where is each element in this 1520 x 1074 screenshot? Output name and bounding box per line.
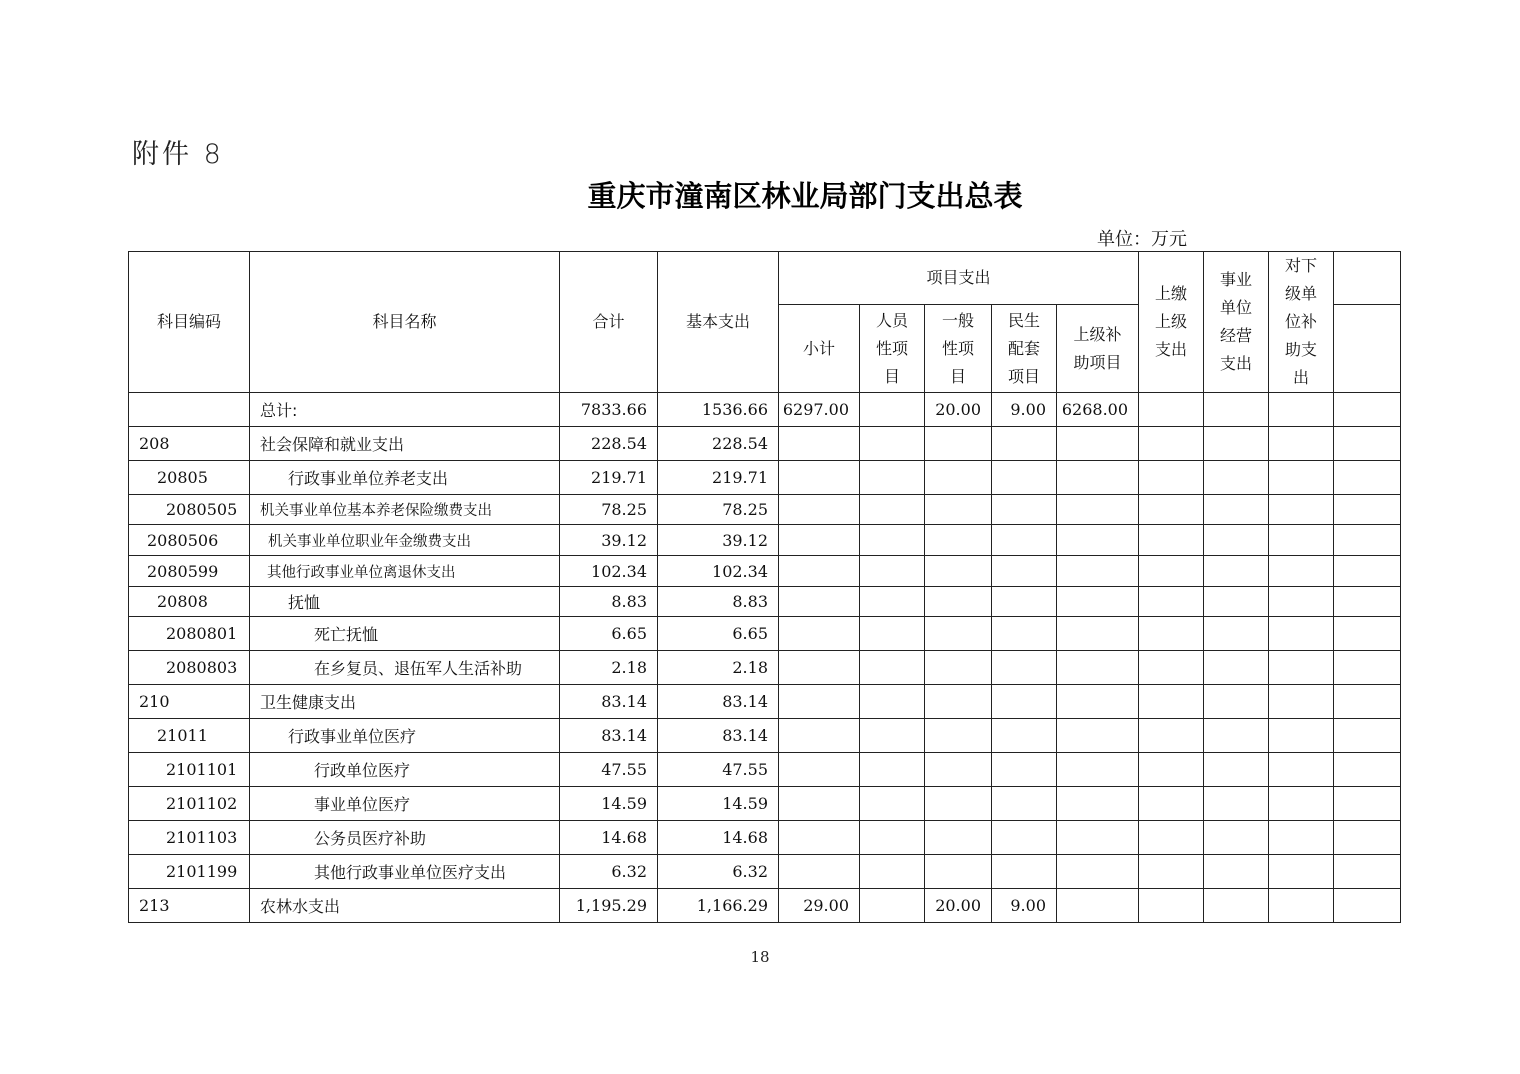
cell-business <box>1204 495 1269 525</box>
cell-total: 102.34 <box>560 556 658 587</box>
cell-personnel <box>860 821 925 855</box>
cell-name: 抚恤 <box>250 587 560 617</box>
cell-total: 2.18 <box>560 651 658 685</box>
header-general: 一般性项目 <box>925 305 992 393</box>
cell-code: 208 <box>129 427 250 461</box>
cell-blank <box>1334 617 1401 651</box>
cell-general <box>925 495 992 525</box>
cell-lower <box>1269 719 1334 753</box>
cell-general <box>925 461 992 495</box>
cell-personnel <box>860 753 925 787</box>
cell-lower <box>1269 587 1334 617</box>
cell-basic: 102.34 <box>658 556 779 587</box>
cell-superior <box>1057 719 1139 753</box>
cell-name: 其他行政事业单位离退休支出 <box>250 556 560 587</box>
cell-code: 2101101 <box>129 753 250 787</box>
cell-total: 6.32 <box>560 855 658 889</box>
cell-code: 2080599 <box>129 556 250 587</box>
cell-lower <box>1269 461 1334 495</box>
cell-blank <box>1334 393 1401 427</box>
cell-total: 14.68 <box>560 821 658 855</box>
cell-general <box>925 753 992 787</box>
cell-remit <box>1139 821 1204 855</box>
cell-basic: 1536.66 <box>658 393 779 427</box>
cell-remit <box>1139 855 1204 889</box>
cell-subtotal: 29.00 <box>779 889 860 923</box>
cell-basic: 8.83 <box>658 587 779 617</box>
cell-business <box>1204 889 1269 923</box>
cell-personnel <box>860 651 925 685</box>
table-row <box>129 525 1401 556</box>
table-row <box>129 889 1401 923</box>
cell-general <box>925 821 992 855</box>
cell-lower <box>1269 685 1334 719</box>
cell-basic: 39.12 <box>658 525 779 556</box>
cell-subtotal <box>779 651 860 685</box>
cell-name: 死亡抚恤 <box>250 617 560 651</box>
cell-livelihood <box>992 651 1057 685</box>
header-name: 科目名称 <box>250 252 560 393</box>
cell-personnel <box>860 587 925 617</box>
cell-basic: 1,166.29 <box>658 889 779 923</box>
cell-name: 机关事业单位职业年金缴费支出 <box>250 525 560 556</box>
table-row <box>129 685 1401 719</box>
cell-superior <box>1057 617 1139 651</box>
cell-personnel <box>860 461 925 495</box>
cell-basic: 83.14 <box>658 719 779 753</box>
cell-personnel <box>860 427 925 461</box>
cell-blank <box>1334 821 1401 855</box>
cell-personnel <box>860 787 925 821</box>
cell-remit <box>1139 685 1204 719</box>
cell-basic: 6.32 <box>658 855 779 889</box>
cell-general <box>925 787 992 821</box>
cell-general <box>925 651 992 685</box>
header-livelihood: 民生配套项目 <box>992 305 1057 393</box>
cell-blank <box>1334 495 1401 525</box>
cell-remit <box>1139 393 1204 427</box>
cell-general <box>925 427 992 461</box>
cell-livelihood <box>992 617 1057 651</box>
table-row <box>129 427 1401 461</box>
cell-general <box>925 685 992 719</box>
cell-total: 83.14 <box>560 685 658 719</box>
cell-lower <box>1269 787 1334 821</box>
cell-general <box>925 617 992 651</box>
cell-business <box>1204 393 1269 427</box>
cell-business <box>1204 651 1269 685</box>
cell-remit <box>1139 556 1204 587</box>
cell-livelihood <box>992 685 1057 719</box>
cell-code: 2080505 <box>129 495 250 525</box>
page-number: 18 <box>750 948 770 966</box>
cell-total: 83.14 <box>560 719 658 753</box>
cell-name: 行政事业单位养老支出 <box>250 461 560 495</box>
cell-general <box>925 556 992 587</box>
header-superior: 上级补助项目 <box>1057 305 1139 393</box>
cell-name: 社会保障和就业支出 <box>250 427 560 461</box>
cell-subtotal <box>779 461 860 495</box>
cell-personnel <box>860 617 925 651</box>
cell-basic: 78.25 <box>658 495 779 525</box>
cell-blank <box>1334 685 1401 719</box>
cell-personnel <box>860 719 925 753</box>
cell-livelihood <box>992 753 1057 787</box>
cell-remit <box>1139 889 1204 923</box>
cell-remit <box>1139 525 1204 556</box>
table-row <box>129 719 1401 753</box>
cell-business <box>1204 525 1269 556</box>
cell-basic: 14.59 <box>658 787 779 821</box>
cell-basic: 47.55 <box>658 753 779 787</box>
cell-lower <box>1269 427 1334 461</box>
cell-remit <box>1139 787 1204 821</box>
cell-subtotal <box>779 821 860 855</box>
cell-blank <box>1334 787 1401 821</box>
cell-subtotal <box>779 587 860 617</box>
cell-code <box>129 393 250 427</box>
cell-lower <box>1269 556 1334 587</box>
cell-superior <box>1057 889 1139 923</box>
cell-lower <box>1269 855 1334 889</box>
header-total: 合计 <box>560 252 658 393</box>
cell-livelihood: 9.00 <box>992 889 1057 923</box>
cell-livelihood <box>992 587 1057 617</box>
header-personnel: 人员性项目 <box>860 305 925 393</box>
cell-lower <box>1269 495 1334 525</box>
cell-blank <box>1334 753 1401 787</box>
table-row <box>129 753 1401 787</box>
cell-business <box>1204 427 1269 461</box>
cell-total: 47.55 <box>560 753 658 787</box>
cell-code: 21011 <box>129 719 250 753</box>
cell-basic: 6.65 <box>658 617 779 651</box>
cell-business <box>1204 719 1269 753</box>
table-row <box>129 821 1401 855</box>
cell-personnel <box>860 556 925 587</box>
cell-superior <box>1057 685 1139 719</box>
cell-superior <box>1057 556 1139 587</box>
header-blank <box>1334 252 1401 305</box>
cell-superior <box>1057 525 1139 556</box>
cell-name: 行政单位医疗 <box>250 753 560 787</box>
cell-lower <box>1269 525 1334 556</box>
expenditure-table <box>128 251 1401 923</box>
cell-code: 2080803 <box>129 651 250 685</box>
cell-name: 总计: <box>250 393 560 427</box>
cell-basic: 14.68 <box>658 821 779 855</box>
cell-blank <box>1334 651 1401 685</box>
cell-code: 2080506 <box>129 525 250 556</box>
unit-label: 单位：万元 <box>1097 229 1187 250</box>
cell-code: 2101103 <box>129 821 250 855</box>
cell-code: 210 <box>129 685 250 719</box>
cell-lower <box>1269 753 1334 787</box>
table-row <box>129 651 1401 685</box>
cell-business <box>1204 685 1269 719</box>
cell-name: 公务员医疗补助 <box>250 821 560 855</box>
cell-total: 6.65 <box>560 617 658 651</box>
cell-total: 228.54 <box>560 427 658 461</box>
cell-total: 78.25 <box>560 495 658 525</box>
cell-code: 2101199 <box>129 855 250 889</box>
cell-business <box>1204 587 1269 617</box>
table-row <box>129 393 1401 427</box>
cell-subtotal <box>779 685 860 719</box>
cell-remit <box>1139 617 1204 651</box>
cell-superior <box>1057 495 1139 525</box>
cell-subtotal <box>779 556 860 587</box>
cell-general <box>925 587 992 617</box>
cell-livelihood <box>992 427 1057 461</box>
cell-subtotal <box>779 787 860 821</box>
cell-basic: 83.14 <box>658 685 779 719</box>
cell-superior <box>1057 427 1139 461</box>
cell-total: 14.59 <box>560 787 658 821</box>
cell-livelihood <box>992 495 1057 525</box>
cell-blank <box>1334 525 1401 556</box>
header-remit: 上缴上级支出 <box>1139 252 1204 393</box>
table-row <box>129 617 1401 651</box>
cell-livelihood <box>992 461 1057 495</box>
cell-subtotal: 6297.00 <box>779 393 860 427</box>
cell-remit <box>1139 461 1204 495</box>
header-subtotal: 小计 <box>779 305 860 393</box>
cell-business <box>1204 787 1269 821</box>
cell-remit <box>1139 587 1204 617</box>
cell-name: 行政事业单位医疗 <box>250 719 560 753</box>
cell-personnel <box>860 393 925 427</box>
cell-blank <box>1334 587 1401 617</box>
cell-general <box>925 719 992 753</box>
cell-superior <box>1057 855 1139 889</box>
cell-basic: 219.71 <box>658 461 779 495</box>
header-blank-2 <box>1334 305 1401 393</box>
cell-code: 2080801 <box>129 617 250 651</box>
cell-business <box>1204 617 1269 651</box>
table-row <box>129 461 1401 495</box>
cell-livelihood <box>992 821 1057 855</box>
header-code: 科目编码 <box>129 252 250 393</box>
cell-superior <box>1057 461 1139 495</box>
cell-remit <box>1139 753 1204 787</box>
cell-total: 219.71 <box>560 461 658 495</box>
cell-code: 2101102 <box>129 787 250 821</box>
header-project: 项目支出 <box>779 252 1139 305</box>
cell-blank <box>1334 556 1401 587</box>
cell-personnel <box>860 525 925 556</box>
cell-personnel <box>860 495 925 525</box>
cell-general: 20.00 <box>925 393 992 427</box>
cell-name: 事业单位医疗 <box>250 787 560 821</box>
cell-remit <box>1139 495 1204 525</box>
cell-subtotal <box>779 427 860 461</box>
cell-subtotal <box>779 525 860 556</box>
cell-business <box>1204 556 1269 587</box>
cell-superior <box>1057 587 1139 617</box>
cell-basic: 228.54 <box>658 427 779 461</box>
cell-livelihood <box>992 787 1057 821</box>
cell-business <box>1204 821 1269 855</box>
cell-business <box>1204 461 1269 495</box>
cell-code: 213 <box>129 889 250 923</box>
cell-livelihood <box>992 855 1057 889</box>
cell-superior <box>1057 651 1139 685</box>
cell-name: 在乡复员、退伍军人生活补助 <box>250 651 560 685</box>
cell-blank <box>1334 427 1401 461</box>
cell-general <box>925 855 992 889</box>
header-lower: 对下级单位补助支出 <box>1269 252 1334 393</box>
document-title: 重庆市潼南区林业局部门支出总表 <box>587 179 1023 213</box>
table-row <box>129 587 1401 617</box>
cell-subtotal <box>779 495 860 525</box>
table-row <box>129 495 1401 525</box>
cell-general: 20.00 <box>925 889 992 923</box>
cell-superior <box>1057 821 1139 855</box>
header-basic: 基本支出 <box>658 252 779 393</box>
cell-personnel <box>860 889 925 923</box>
cell-code: 20805 <box>129 461 250 495</box>
cell-superior <box>1057 753 1139 787</box>
cell-livelihood <box>992 719 1057 753</box>
cell-livelihood <box>992 556 1057 587</box>
cell-remit <box>1139 719 1204 753</box>
cell-general <box>925 525 992 556</box>
attachment-label: 附件 8 <box>132 139 224 170</box>
cell-total: 39.12 <box>560 525 658 556</box>
cell-livelihood <box>992 525 1057 556</box>
cell-blank <box>1334 855 1401 889</box>
cell-personnel <box>860 685 925 719</box>
cell-lower <box>1269 821 1334 855</box>
cell-business <box>1204 753 1269 787</box>
cell-personnel <box>860 855 925 889</box>
table-row <box>129 556 1401 587</box>
cell-lower <box>1269 651 1334 685</box>
table-row <box>129 787 1401 821</box>
cell-remit <box>1139 427 1204 461</box>
cell-livelihood: 9.00 <box>992 393 1057 427</box>
cell-total: 7833.66 <box>560 393 658 427</box>
cell-total: 1,195.29 <box>560 889 658 923</box>
table-row <box>129 855 1401 889</box>
cell-blank <box>1334 889 1401 923</box>
cell-business <box>1204 855 1269 889</box>
cell-lower <box>1269 889 1334 923</box>
cell-code: 20808 <box>129 587 250 617</box>
cell-lower <box>1269 617 1334 651</box>
cell-name: 农林水支出 <box>250 889 560 923</box>
cell-basic: 2.18 <box>658 651 779 685</box>
cell-subtotal <box>779 719 860 753</box>
cell-subtotal <box>779 855 860 889</box>
cell-total: 8.83 <box>560 587 658 617</box>
header-business: 事业单位经营支出 <box>1204 252 1269 393</box>
cell-name: 机关事业单位基本养老保险缴费支出 <box>250 495 560 525</box>
cell-remit <box>1139 651 1204 685</box>
cell-name: 其他行政事业单位医疗支出 <box>250 855 560 889</box>
cell-subtotal <box>779 753 860 787</box>
cell-lower <box>1269 393 1334 427</box>
cell-name: 卫生健康支出 <box>250 685 560 719</box>
cell-blank <box>1334 719 1401 753</box>
cell-superior: 6268.00 <box>1057 393 1139 427</box>
cell-subtotal <box>779 617 860 651</box>
cell-blank <box>1334 461 1401 495</box>
cell-superior <box>1057 787 1139 821</box>
